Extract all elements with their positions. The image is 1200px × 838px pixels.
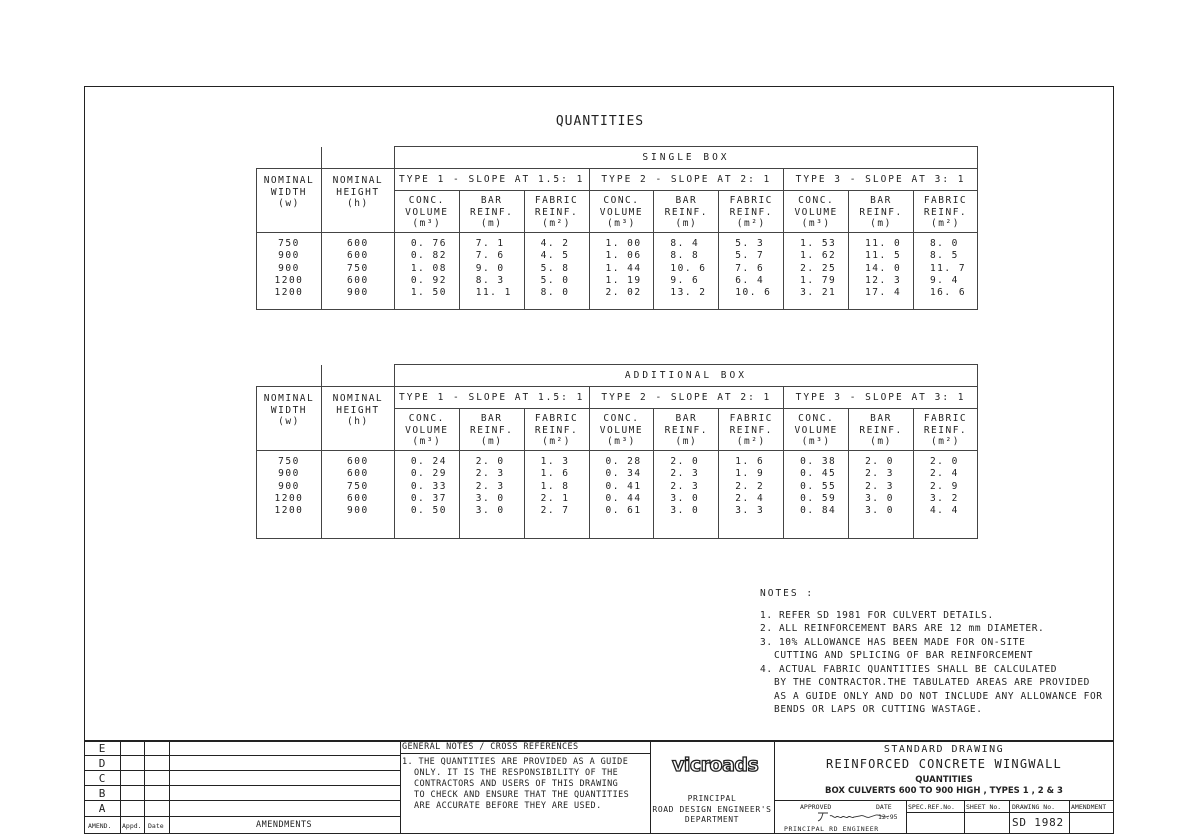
general-note-line: TO CHECK AND ENSURE THAT THE QUANTITIES [414,790,630,800]
appd-head: Appd. [122,822,142,830]
column-subheader: FABRIC REINF. (m²) [524,409,589,451]
amendments-head: AMENDMENTS [256,820,313,830]
column-subheader: CONC. VOLUME (m³) [784,191,849,233]
notes [760,587,1103,717]
quantity-values: 2. 0 2. 3 2. 3 3. 0 3. 0 [654,451,719,539]
general-note-line: 1. THE QUANTITIES ARE PROVIDED AS A GUIDE [402,757,629,767]
column-subheader: CONC. VOLUME (m³) [394,409,459,451]
dept-line: DEPARTMENT [684,815,740,824]
quantity-values: 1. 00 1. 06 1. 44 1. 19 2. 02 [589,233,654,310]
approved-label: APPROVED [800,803,832,811]
spec-ref-label: SPEC.REF.No. [908,803,955,811]
column-subheader: FABRIC REINF. (m²) [524,191,589,233]
quantity-values: 0. 38 0. 45 0. 55 0. 59 0. 84 [784,451,849,539]
column-subheader: FABRIC REINF. (m²) [913,191,977,233]
quantity-values: 0. 76 0. 82 1. 08 0. 92 1. 50 [394,233,459,310]
note-line: BENDS OR LAPS OR CUTTING WASTAGE. [774,704,983,715]
dept-line: PRINCIPAL [687,794,737,803]
width-values: 750 900 900 1200 1200 [257,233,322,310]
quantity-values: 8. 4 8. 8 10. 6 9. 6 13. 2 [654,233,719,310]
column-subheader: BAR REINF. (m) [654,191,719,233]
nominal-width-header: NOMINAL WIDTH (w) [257,387,322,451]
quantity-values: 1. 6 1. 9 2. 2 2. 4 3. 3 [719,451,784,539]
note-line: 4. ACTUAL FABRIC QUANTITIES SHALL BE CALCULATED [760,663,1058,675]
column-subheader: BAR REINF. (m) [849,191,914,233]
column-subheader: FABRIC REINF. (m²) [719,409,784,451]
general-note-line: CONTRACTORS AND USERS OF THIS DRAWING [414,779,619,789]
column-subheader: BAR REINF. (m) [654,409,719,451]
additional-box-table [256,364,978,539]
nominal-height-header: NOMINAL HEIGHT (h) [321,169,394,233]
height-values: 600 600 750 600 900 [321,451,394,539]
quantity-values: 1. 3 1. 6 1. 8 2. 1 2. 7 [524,451,589,539]
sheet-no-label: SHEET No. [966,803,1002,811]
amendment-label: AMENDMENT [1071,803,1107,811]
type-header: TYPE 2 - SLOPE AT 2: 1 [589,387,784,409]
amend-letter: E [98,742,106,755]
column-subheader: BAR REINF. (m) [459,409,524,451]
drawing-subtitle-1: QUANTITIES [915,775,973,785]
note-line: 1. REFER SD 1981 FOR CULVERT DETAILS. [760,609,994,621]
title-block [84,740,1114,834]
drawing-title: REINFORCED CONCRETE WINGWALL [826,757,1062,771]
drawing-no-label: DRAWING No. [1012,803,1056,811]
standard-drawing-label: STANDARD DRAWING [883,744,1005,755]
type-header: TYPE 1 - SLOPE AT 1.5: 1 [394,387,589,409]
column-subheader: FABRIC REINF. (m²) [913,409,977,451]
dept-line: ROAD DESIGN ENGINEER'S [652,804,772,814]
date-head: Date [148,822,164,830]
quantity-values: 2. 0 2. 3 2. 3 3. 0 3. 0 [459,451,524,539]
nominal-width-header: NOMINAL WIDTH (w) [257,169,322,233]
type-header: TYPE 3 - SLOPE AT 3: 1 [784,169,978,191]
column-subheader: CONC. VOLUME (m³) [784,409,849,451]
amend-letter: A [98,802,106,815]
quantity-values: 2. 0 2. 4 2. 9 3. 2 4. 4 [913,451,977,539]
column-subheader: BAR REINF. (m) [849,409,914,451]
vicroads-logo: vicroads [672,754,759,776]
quantity-values: 0. 28 0. 34 0. 41 0. 44 0. 61 [589,451,654,539]
column-subheader: BAR REINF. (m) [459,191,524,233]
drawing-subtitle-2: BOX CULVERTS 600 TO 900 HIGH , TYPES 1 , 2 & 3 [825,786,1063,796]
quantity-values: 0. 24 0. 29 0. 33 0. 37 0. 50 [394,451,459,539]
general-note-line: ONLY. IT IS THE RESPONSIBILITY OF THE [414,768,619,778]
quantity-values: 5. 3 5. 7 7. 6 6. 4 10. 6 [719,233,784,310]
type-header: TYPE 2 - SLOPE AT 2: 1 [589,169,784,191]
date-label: DATE [876,803,892,811]
single-box-table [256,146,978,310]
note-line: 3. 10% ALLOWANCE HAS BEEN MADE FOR ON-SITE [760,636,1026,648]
width-values: 750 900 900 1200 1200 [257,451,322,539]
note-line: AS A GUIDE ONLY AND DO NOT INCLUDE ANY ALLOWANCE FOR [774,690,1103,702]
height-values: 600 600 750 600 900 [321,233,394,310]
amend-head: AMEND. [88,822,112,830]
box-heading: SINGLE BOX [394,147,977,169]
quantity-values: 2. 0 2. 3 2. 3 3. 0 3. 0 [849,451,914,539]
box-heading: ADDITIONAL BOX [394,365,977,387]
amend-letter: B [98,787,106,800]
notes-heading: NOTES : [760,588,815,599]
principal-label: PRINCIPAL RD ENGINEER [784,825,879,833]
quantity-values: 8. 0 8. 5 11. 7 9. 4 16. 6 [913,233,977,310]
general-note-line: ARE ACCURATE BEFORE THEY ARE USED. [414,801,602,811]
column-subheader: FABRIC REINF. (m²) [719,191,784,233]
quantity-values: 4. 2 4. 5 5. 8 5. 0 8. 0 [524,233,589,310]
column-subheader: CONC. VOLUME (m³) [589,409,654,451]
date-value: 12.95 [878,813,898,821]
note-line: CUTTING AND SPLICING OF BAR REINFORCEMENT [774,650,1034,661]
column-subheader: CONC. VOLUME (m³) [589,191,654,233]
quantity-values: 11. 0 11. 5 14. 0 12. 3 17. 4 [849,233,914,310]
quantity-values: 7. 1 7. 6 9. 0 8. 3 11. 1 [459,233,524,310]
type-header: TYPE 1 - SLOPE AT 1.5: 1 [394,169,589,191]
note-line: 2. ALL REINFORCEMENT BARS ARE 12 mm DIAMETER. [760,623,1045,634]
type-header: TYPE 3 - SLOPE AT 3: 1 [784,387,978,409]
page-title: QUANTITIES [555,114,645,129]
column-subheader: CONC. VOLUME (m³) [394,191,459,233]
quantity-values: 1. 53 1. 62 2. 25 1. 79 3. 21 [784,233,849,310]
drawing-number: SD 1982 [1012,816,1064,829]
amend-letter: D [98,757,106,770]
nominal-height-header: NOMINAL HEIGHT (h) [321,387,394,451]
amend-letter: C [98,772,106,785]
general-notes [402,757,629,812]
general-notes-heading: GENERAL NOTES / CROSS REFERENCES [402,742,579,752]
note-line: BY THE CONTRACTOR.THE TABULATED AREAS ARE PROVIDED [774,677,1090,688]
